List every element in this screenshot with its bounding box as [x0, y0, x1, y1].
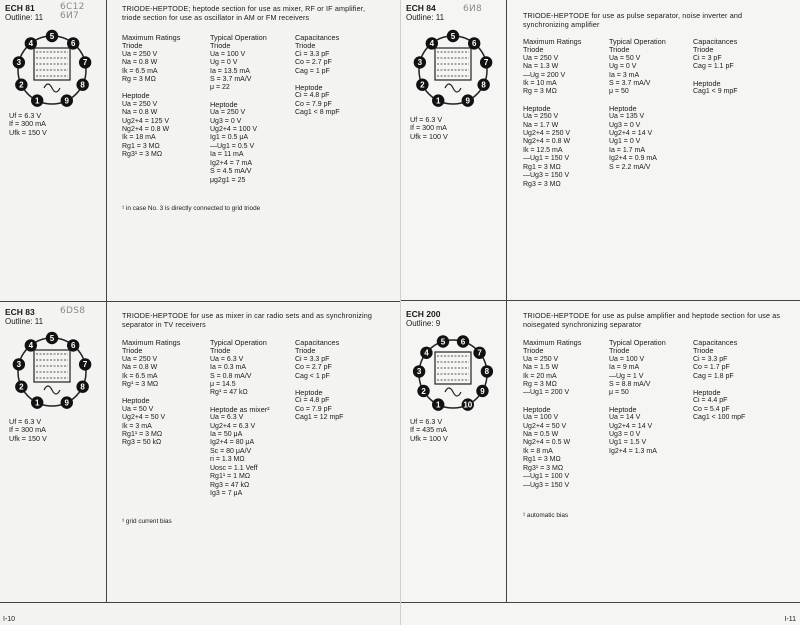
value-list: [122, 356, 208, 390]
value-row: Cag1 = 12 mpF: [295, 414, 344, 422]
subsection-heading: Triode: [609, 45, 630, 55]
pin-number: 7: [82, 58, 88, 68]
capacitances: [295, 34, 395, 118]
value-row: S = 2.2 mA/V: [609, 163, 651, 171]
value-row: Rg3 = 47 kΩ: [210, 481, 250, 489]
subsection-heading: Heptode: [523, 404, 551, 414]
value-row: Ug2+4 = 50 V: [122, 414, 166, 422]
value-row: Ci = 3 pF: [693, 54, 722, 62]
subsection-heading: Triode: [210, 41, 231, 51]
heater-current: If = 300 mA: [410, 123, 447, 133]
value-row: Co = 1.7 pF: [693, 364, 730, 372]
value-list: [295, 356, 395, 381]
value-row: Rg3¹ = 3 MΩ: [122, 151, 163, 159]
maximum-ratings: [122, 339, 208, 448]
section-heading: Capacitances: [693, 37, 738, 46]
tube-name: ECH 81: [5, 3, 35, 13]
subsection-heading: Heptode as mixer²: [210, 404, 270, 414]
subsection-heading: Triode: [122, 346, 143, 356]
value-row: Ig2+4 = 7 mA: [210, 159, 253, 167]
value-row: —Ug3 = 150 V: [523, 172, 570, 180]
value-row: Ug1 = 1.5 V: [609, 439, 647, 447]
pin-number: 5: [49, 31, 55, 41]
subsection-heading: Triode: [693, 45, 714, 55]
value-row: Ua = 250 V: [210, 109, 246, 117]
capacitances: [693, 339, 793, 423]
value-row: Ci = 3.3 pF: [295, 50, 330, 58]
value-row: Ik = 3 mA: [122, 422, 152, 430]
value-row: —Ug3 = 150 V: [523, 481, 570, 489]
value-row: Ig1 = 0.5 μA: [210, 134, 249, 142]
socket-diagram: [407, 330, 499, 414]
tube-description: TRIODE-HEPTODE for use as pulse separator, noise inverter and synchronizing amplifier: [523, 11, 743, 29]
value-row: Ug2+4 = 125 V: [122, 117, 170, 125]
value-row: Ia = 13.5 mA: [210, 67, 250, 75]
pin-number: 6: [471, 39, 477, 49]
value-list: [295, 92, 395, 117]
section-heading: Capacitances: [295, 33, 340, 42]
value-row: Rg = 3 MΩ: [523, 381, 557, 389]
tube-header: [401, 0, 508, 22]
subsection-heading: Triode: [210, 346, 231, 356]
pin-number: 7: [82, 360, 88, 370]
tube-name: ECH 200: [406, 309, 441, 319]
value-row: Ua = 100 V: [609, 355, 645, 363]
value-list: [210, 356, 300, 398]
pin-number: 7: [477, 348, 482, 358]
typical-operation: [609, 339, 695, 456]
value-row: Ng2+4 = 0.5 W: [523, 439, 571, 447]
subsection-heading: Triode: [693, 346, 714, 356]
value-row: Co = 2.7 pF: [295, 364, 332, 372]
handwritten-note: 6И8: [463, 4, 483, 14]
value-row: ri = 1.3 MΩ: [210, 456, 245, 464]
section-heading: Typical Operation: [609, 37, 666, 46]
value-row: Uosc = 1.1 Veff: [210, 464, 258, 472]
section-heading: Maximum Ratings: [122, 338, 181, 347]
value-list: [609, 356, 695, 398]
value-row: Ng2+4 = 0.8 W: [523, 138, 571, 146]
value-list: [210, 109, 296, 185]
value-row: Ci = 4.8 pF: [295, 397, 330, 405]
value-list: [693, 356, 793, 381]
pin-number: 6: [70, 341, 76, 351]
subsection-heading: Triode: [295, 346, 316, 356]
value-row: Na = 0.8 W: [122, 59, 158, 67]
value-list: [693, 88, 793, 96]
pin-number: 6: [460, 337, 466, 347]
pin-number: 8: [484, 367, 490, 377]
value-row: S = 0.8 mA/V: [210, 372, 252, 380]
handwritten-note: 6DS8: [60, 306, 86, 316]
value-row: Co = 2.7 pF: [295, 59, 332, 67]
pin-number: 8: [481, 80, 486, 90]
subsection-heading: Heptode: [693, 78, 721, 88]
subsection-heading: Heptode: [523, 103, 551, 113]
maximum-ratings: [523, 38, 609, 189]
value-row: Ig2+4 = 80 μA: [210, 439, 255, 447]
value-list: [523, 414, 609, 490]
value-row: Na = 1.7 W: [523, 121, 559, 129]
pin-number: 2: [420, 80, 425, 90]
typical-operation: [609, 38, 695, 172]
value-row: Ig2+4 = 0.9 mA: [609, 155, 657, 163]
subsection-heading: Triode: [609, 346, 630, 356]
pin-number: 5: [49, 333, 55, 343]
value-row: Na = 0.5 W: [523, 431, 559, 439]
tube-description: TRIODE-HEPTODE for use as pulse amplifier and heptode section for use as noisegated synchronizing separator: [523, 311, 781, 329]
value-row: S = 4.5 mA/V: [210, 168, 252, 176]
footnote: ¹ grid current bias: [122, 518, 172, 525]
heater-params: [9, 418, 47, 443]
value-row: μ = 50: [609, 88, 629, 96]
value-row: Ci = 4.4 pF: [693, 397, 728, 405]
outline-label: Outline: 9: [406, 319, 441, 328]
heater-current: If = 435 mA: [410, 425, 447, 435]
value-row: Cag = 1.1 pF: [693, 63, 734, 71]
pin-number: 5: [450, 31, 456, 41]
value-row: μ = 22: [210, 84, 230, 92]
bottom-rule: [0, 602, 400, 603]
value-row: Ug3 = 0 V: [609, 431, 641, 439]
column-divider: [506, 0, 507, 602]
value-row: Na = 1.5 W: [523, 364, 559, 372]
heater-filament: [44, 84, 60, 92]
value-row: S = 3.7 mA/V: [210, 76, 252, 84]
value-row: μg2g1 = 25: [210, 176, 246, 184]
socket-diagram: [407, 26, 499, 110]
value-list: [210, 51, 296, 93]
value-row: Ia = 3 mA: [609, 71, 640, 79]
pin-number: 8: [80, 382, 85, 392]
value-row: Rg3 = 50 kΩ: [122, 439, 162, 447]
tube-name: ECH 84: [406, 3, 436, 13]
value-row: Na = 0.8 W: [122, 109, 158, 117]
value-row: Co = 7.9 pF: [295, 405, 332, 413]
value-row: Rg1¹ = 3 MΩ: [122, 431, 163, 439]
value-list: [609, 55, 695, 97]
section-heading: Typical Operation: [210, 338, 267, 347]
heater-voltage: Uf = 6.3 V: [9, 111, 42, 120]
pin-number: 3: [416, 367, 422, 377]
value-row: Rg1¹ = 1 MΩ: [210, 473, 251, 481]
heater-params: [410, 418, 448, 443]
subsection-heading: Heptode: [210, 99, 238, 109]
value-row: Ua = 50 V: [122, 405, 154, 413]
value-row: Ia = 1.7 mA: [609, 146, 645, 154]
value-row: Ua = 50 V: [609, 54, 641, 62]
section-divider: [0, 301, 400, 302]
capacitances: [693, 38, 793, 96]
value-row: Ua = 6.3 V: [210, 355, 244, 363]
value-row: Rg = 3 MΩ: [523, 88, 557, 96]
heater-params: [9, 112, 47, 137]
subsection-heading: Heptode: [609, 103, 637, 113]
value-row: Ik = 20 mA: [523, 372, 557, 380]
tube-description: TRIODE-HEPTODE; heptode section for use as mixer, RF or IF amplifier, triode section for use as oscillator in AM or FM receivers: [122, 4, 366, 22]
value-row: —Ug1 = 150 V: [523, 155, 570, 163]
heater-cathode-voltage: Ufk = 100 V: [410, 433, 448, 443]
pin-number: 4: [28, 341, 34, 351]
value-row: Rg3 = 3 MΩ: [523, 180, 561, 188]
heater-filament: [445, 388, 461, 396]
section-heading: Maximum Ratings: [122, 33, 181, 42]
outline-label: Outline: 11: [5, 317, 44, 326]
value-row: S = 8.8 mA/V: [609, 381, 651, 389]
value-row: Ci = 3.3 pF: [295, 355, 330, 363]
typical-operation: [210, 339, 300, 498]
value-row: Ug2+4 = 14 V: [609, 130, 653, 138]
footnote: ¹ automatic bias: [523, 512, 569, 519]
pin-number: 5: [440, 337, 446, 347]
value-row: —Ug1 = 100 V: [523, 473, 570, 481]
heater-cathode-voltage: Ufk = 150 V: [9, 127, 47, 137]
heater-cathode-voltage: Ufk = 100 V: [410, 131, 448, 141]
heater-voltage: Uf = 6.3 V: [410, 115, 443, 124]
pin-number: 7: [483, 58, 489, 68]
value-row: Ia = 0.3 mA: [210, 364, 246, 372]
value-row: Rg1 = 3 MΩ: [523, 456, 561, 464]
tube-description: TRIODE-HEPTODE for use as mixer in car radio sets and as synchronizing separator in TV receivers: [122, 311, 373, 329]
value-row: Rg¹ = 3 MΩ: [122, 381, 159, 389]
value-row: Ua = 250 V: [523, 54, 559, 62]
value-row: Ua = 135 V: [609, 113, 645, 121]
pin-number: 2: [421, 386, 426, 396]
value-list: [693, 55, 793, 72]
subsection-heading: Heptode: [122, 91, 150, 101]
value-list: [693, 397, 793, 422]
maximum-ratings: [523, 339, 609, 490]
subsection-heading: Triode: [523, 346, 544, 356]
value-row: Ua = 6.3 V: [210, 414, 244, 422]
heater-cathode-voltage: Ufk = 150 V: [9, 433, 47, 443]
subsection-heading: Heptode: [693, 388, 721, 398]
value-row: Co = 7.9 pF: [295, 100, 332, 108]
pin-number: 4: [424, 348, 429, 358]
value-row: Ia = 9 mA: [609, 364, 640, 372]
pin-number: 3: [16, 58, 22, 68]
value-list: [609, 414, 695, 456]
value-row: Na = 0.8 W: [122, 364, 158, 372]
pin-number: 1: [34, 96, 40, 106]
value-row: μ = 50: [609, 389, 629, 397]
value-list: [523, 55, 609, 97]
section-heading: Typical Operation: [609, 338, 666, 347]
heater-filament: [44, 386, 60, 394]
heater-filament: [445, 84, 461, 92]
section-divider: [401, 300, 800, 301]
pin-number: 1: [34, 398, 40, 408]
value-row: Ia = 11 mA: [210, 151, 244, 159]
value-list: [523, 356, 609, 398]
value-row: Rg3¹ = 3 MΩ: [523, 464, 564, 472]
value-row: Cag1 < 100 mpF: [693, 414, 746, 422]
value-row: Ik = 10 mA: [523, 80, 557, 88]
socket-diagram: [6, 26, 98, 110]
value-row: Ug1 = 0 V: [609, 138, 641, 146]
value-row: Ci = 3.3 pF: [693, 355, 728, 363]
value-row: Ug = 0 V: [210, 59, 238, 67]
value-row: Sc = 80 μA/V: [210, 447, 252, 455]
value-row: —Ug = 1 V: [609, 372, 644, 380]
pin-number: 3: [417, 58, 423, 68]
value-row: Rg1 = 3 MΩ: [122, 142, 160, 150]
value-row: Na = 1.3 W: [523, 63, 559, 71]
value-row: Ua = 100 V: [210, 50, 246, 58]
value-list: [122, 406, 208, 448]
value-row: Ik = 6.5 mA: [122, 372, 158, 380]
heater-voltage: Uf = 6.3 V: [410, 417, 443, 426]
value-row: Cag1 < 8 mpF: [295, 109, 340, 117]
typical-operation: [210, 34, 296, 185]
value-row: Ug3 = 0 V: [210, 117, 242, 125]
tube-header: [401, 306, 508, 328]
value-row: Ia = 50 μA: [210, 431, 243, 439]
heater-voltage: Uf = 6.3 V: [9, 417, 42, 426]
section-heading: Typical Operation: [210, 33, 267, 42]
section-heading: Capacitances: [295, 338, 340, 347]
handwritten-note: 6C12 6И7: [60, 2, 85, 21]
value-row: Ig2+4 = 1.3 mA: [609, 447, 657, 455]
value-row: Ci = 4.8 pF: [295, 92, 330, 100]
maximum-ratings: [122, 34, 208, 160]
pin-number: 4: [429, 39, 435, 49]
page-number: I-11: [784, 616, 796, 623]
subsection-heading: Heptode: [295, 83, 323, 93]
value-row: Ug2+4 = 6.3 V: [210, 422, 256, 430]
section-heading: Maximum Ratings: [523, 37, 582, 46]
heater-current: If = 300 mA: [9, 119, 46, 129]
pin-number: 9: [64, 398, 70, 408]
outline-label: Outline: 11: [406, 13, 445, 22]
subsection-heading: Triode: [295, 41, 316, 51]
subsection-heading: Triode: [122, 41, 143, 51]
pin-number: 1: [435, 96, 441, 106]
value-row: Cag = 1 pF: [295, 67, 330, 75]
footnote: ¹ in case No. 3 is directly connected to grid triode: [122, 205, 261, 212]
heater-current: If = 300 mA: [9, 425, 46, 435]
value-row: —Ug1 = 0.5 V: [210, 142, 255, 150]
subsection-heading: Heptode: [609, 404, 637, 414]
value-list: [609, 113, 695, 172]
value-row: Co = 5.4 pF: [693, 405, 730, 413]
value-list: [122, 51, 208, 85]
value-row: Ug2+4 = 250 V: [523, 130, 571, 138]
pin-number: 2: [19, 382, 24, 392]
value-row: μ = 14.5: [210, 381, 236, 389]
value-list: [295, 397, 395, 422]
value-list: [523, 113, 609, 189]
value-row: Ua = 250 V: [122, 355, 158, 363]
value-row: Ug = 0 V: [609, 63, 637, 71]
pin-number: 10: [463, 400, 473, 410]
value-row: Ua = 250 V: [122, 100, 158, 108]
value-row: Ik = 6.5 mA: [122, 67, 158, 75]
outline-label: Outline: 11: [5, 13, 44, 22]
value-row: Cag1 < 9 mpF: [693, 88, 738, 96]
value-row: Ik = 12.5 mA: [523, 146, 563, 154]
tube-header: [0, 304, 107, 326]
tube-name: ECH 83: [5, 307, 35, 317]
value-list: [122, 101, 208, 160]
value-row: Ig3 = 7 μA: [210, 489, 243, 497]
value-list: [210, 414, 300, 498]
value-row: Ua = 14 V: [609, 414, 641, 422]
value-row: Rg1 = 3 MΩ: [523, 163, 561, 171]
value-row: Ua = 250 V: [122, 50, 158, 58]
pin-number: 9: [64, 96, 70, 106]
pin-number: 4: [28, 39, 34, 49]
heater-params: [410, 116, 448, 141]
pin-number: 2: [19, 80, 24, 90]
value-row: Ik = 8 mA: [523, 447, 553, 455]
socket-diagram: [6, 328, 98, 412]
value-row: Ug2+4 = 100 V: [210, 126, 258, 134]
value-row: Ua = 100 V: [523, 414, 559, 422]
pin-number: 6: [70, 39, 76, 49]
value-list: [295, 51, 395, 76]
value-row: Ua = 250 V: [523, 113, 559, 121]
pin-number: 9: [465, 96, 471, 106]
value-row: Ng2+4 = 0.8 W: [122, 126, 170, 134]
value-row: Ug2+4 = 14 V: [609, 422, 653, 430]
subsection-heading: Heptode: [295, 388, 323, 398]
pin-number: 3: [16, 360, 22, 370]
subsection-heading: Triode: [523, 45, 544, 55]
value-row: Ik = 18 mA: [122, 134, 156, 142]
value-row: Cag = 1.8 pF: [693, 372, 734, 380]
value-row: —Ug1 = 200 V: [523, 389, 570, 397]
value-row: Ug2+4 = 50 V: [523, 422, 567, 430]
right-page: [400, 0, 800, 625]
bottom-rule: [401, 602, 800, 603]
section-heading: Capacitances: [693, 338, 738, 347]
value-row: Cag < 1 pF: [295, 372, 330, 380]
value-row: Ua = 250 V: [523, 355, 559, 363]
value-row: Rg = 3 MΩ: [122, 76, 156, 84]
page-number: I-10: [3, 616, 16, 623]
section-heading: Maximum Ratings: [523, 338, 582, 347]
subsection-heading: Heptode: [122, 396, 150, 406]
pin-number: 8: [80, 80, 85, 90]
value-row: Rg¹ = 47 kΩ: [210, 389, 248, 397]
capacitances: [295, 339, 395, 423]
value-row: —Ug = 200 V: [523, 71, 566, 79]
pin-number: 9: [480, 386, 485, 396]
value-row: S = 3.7 mA/V: [609, 80, 651, 88]
pin-number: 1: [435, 400, 441, 410]
value-row: Ug3 = 0 V: [609, 121, 641, 129]
